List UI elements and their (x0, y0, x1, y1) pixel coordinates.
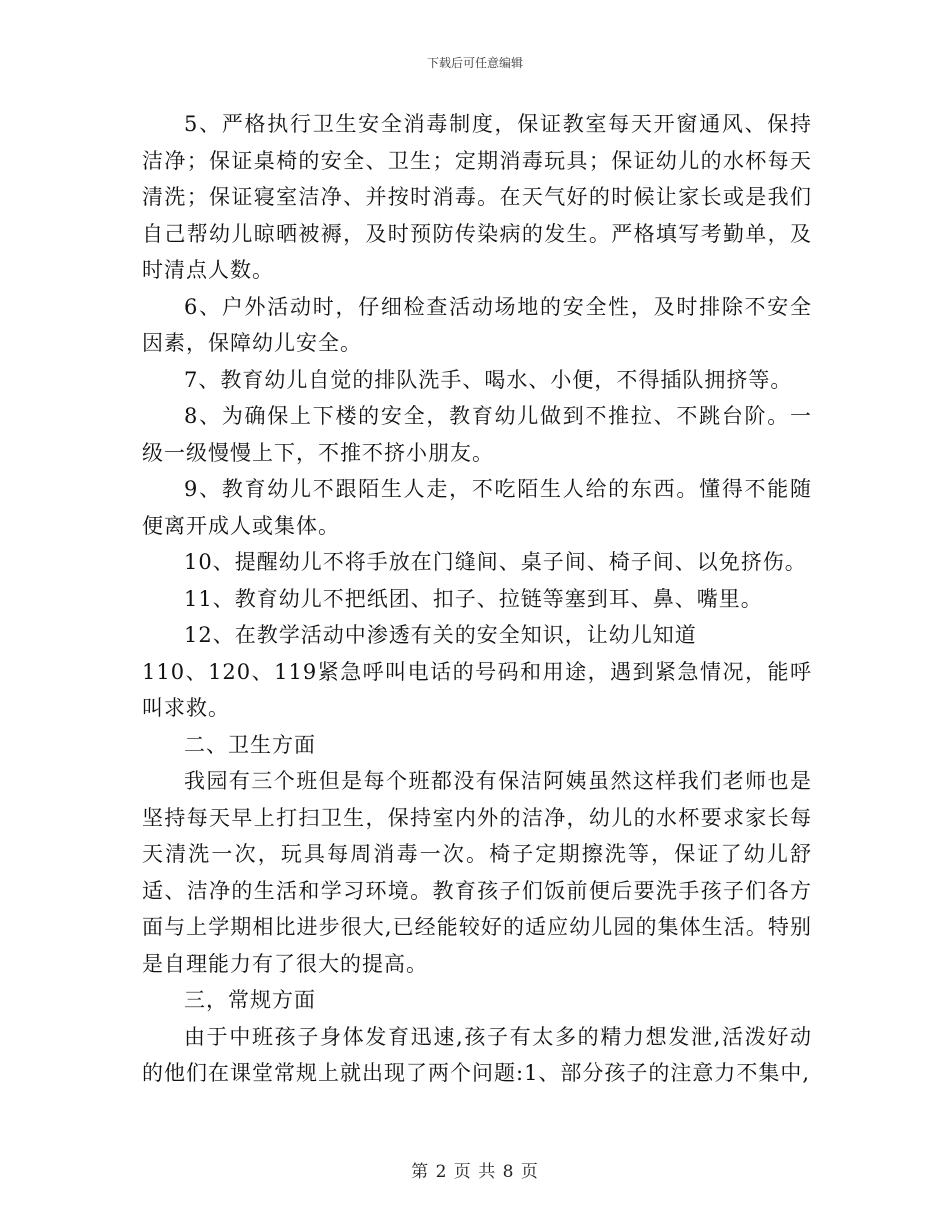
document-body (142, 106, 812, 1092)
page-header: 下载后可任意编辑 (426, 56, 523, 70)
page-footer: 第 2 页 共 8 页 (411, 1162, 539, 1182)
paragraph-routine: 由于中班孩子身体发育迅速,孩子有太多的精力想发泄,活泼好动的他们在课堂常规上就出现了两个问题:1、部分孩子的注意力不集中, (142, 1024, 812, 1085)
section-heading-routine: 三，常规方面 (184, 988, 316, 1012)
paragraph-item-12-continued: 110、120、119紧急呼叫电话的号码和用途，遇到紧急情况，能呼叫求救。 (142, 659, 812, 720)
paragraph-item-10: 10、提醒幼儿不将手放在门缝间、桌子间、椅子间、以免挤伤。 (184, 550, 807, 574)
paragraph-item-5: 5、严格执行卫生安全消毒制度，保证教室每天开窗通风、保持洁净；保证桌椅的安全、卫生；定期消毒玩具；保证幼儿的水杯每天清洗；保证寝室洁净、并按时消毒。在天气好的时候让家长或是我们自己帮幼儿晾晒被褥，及时预防传染病的发生。严格填写考勤单，及时清点人数。 (142, 112, 812, 282)
section-heading-hygiene: 二、卫生方面 (184, 732, 316, 757)
paragraph-item-11: 11、教育幼儿不把纸团、扣子、拉链等塞到耳、鼻、嘴里。 (184, 586, 763, 611)
paragraph-hygiene: 我园有三个班但是每个班都没有保洁阿姨虽然这样我们老师也是坚持每天早上打扫卫生，保持室内外的洁净，幼儿的水杯要求家长每天清洗一次，玩具每周消毒一次。椅子定期擦洗等，保证了幼儿舒适、洁净的生活和学习环境。教育孩子们饭前便后要洗手孩子们各方面与上学期相比进步很大,已经能较好的适应幼儿园的集体生活。特别是自理能力有了很大的提高。 (142, 769, 812, 976)
paragraph-item-6: 6、户外活动时，仔细检查活动场地的安全性，及时排除不安全因素，保障幼儿安全。 (142, 294, 812, 355)
paragraph-item-8: 8、为确保上下楼的安全，教育幼儿做到不推拉、不跳台阶。一级一级慢慢上下，不推不挤小朋友。 (142, 404, 812, 465)
paragraph-item-12: 12、在教学活动中渗透有关的安全知识，让幼儿知道 (184, 623, 697, 647)
paragraph-item-7: 7、教育幼儿自觉的排队洗手、喝水、小便，不得插队拥挤等。 (184, 367, 793, 392)
paragraph-item-9: 9、教育幼儿不跟陌生人走，不吃陌生人给的东西。懂得不能随便离开成人或集体。 (142, 477, 812, 538)
